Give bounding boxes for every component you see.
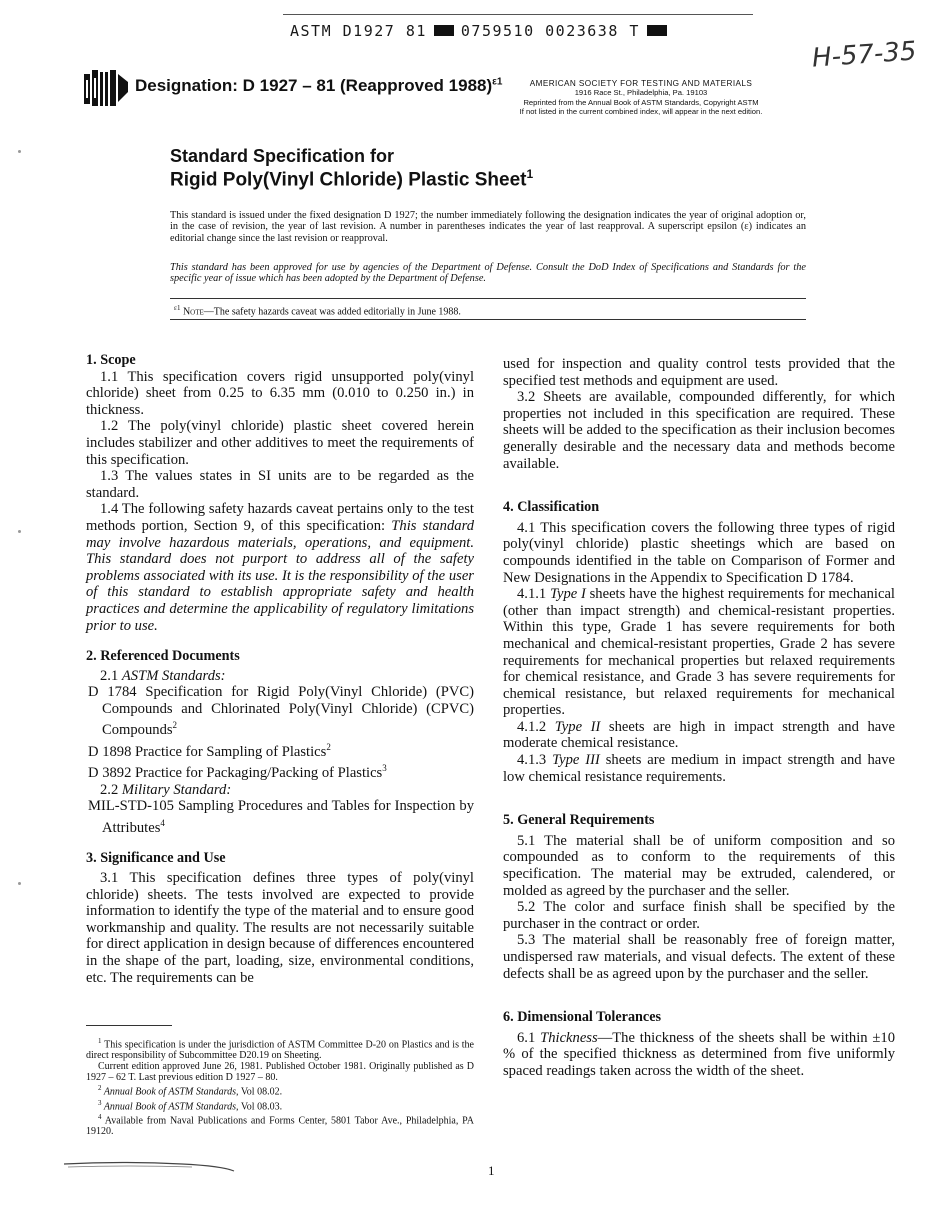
reference-text: D 1784 Specification for Rigid Poly(Vinyl Chloride) (PVC) Compounds and Chlorinated Poly(Vinyl Chloride) (CPVC) Compounds — [88, 684, 474, 739]
clause-number: 4.1.2 — [517, 718, 555, 735]
scan-stroke-mark — [62, 1160, 236, 1172]
society-block — [470, 79, 812, 116]
footnote-book: Annual Book of ASTM Standards, — [101, 1100, 239, 1112]
dimensional-heading: 6. Dimensional Tolerances — [503, 1009, 662, 1026]
paragraph-4-1-1 — [503, 586, 895, 719]
clause-number: 6.1 — [517, 1029, 541, 1046]
reference-mil-std-105 — [86, 798, 474, 836]
paragraph-5-3: 5.3 The material shall be reasonably free of foreign matter, undispersed raw materials, and visual defects. The extent of these defects shall be as agreed upon by the purchaser and the seller. — [503, 932, 895, 982]
footnote-mark: 2 — [98, 1084, 102, 1093]
paragraph-4-1: 4.1 This specification covers the following three types of rigid poly(vinyl chloride) plastic sheetings which are based on compounds identified in the table on Comparison of Former and New Designations in the Appendix to Specification D 1784. — [503, 519, 895, 586]
paragraph-1-3: 1.3 The values states in SI units are to be regarded as the standard. — [86, 468, 474, 501]
title-line-1: Standard Specification for — [170, 146, 395, 166]
footnote-1b: Current edition approved June 26, 1981. Published October 1981. Originally published as D 1927 – 62 T. Last previous edition D 1927 – 80. — [86, 1061, 474, 1084]
footnote-volume: Vol 08.03. — [238, 1100, 283, 1112]
astm-standards-subhead — [86, 668, 474, 685]
editorial-note — [174, 304, 461, 317]
footnote-volume: Vol 08.02. — [238, 1086, 283, 1098]
paragraph-5-1: 5.1 The material shall be of uniform composition and so compounded as to conform to the requirements of this specification. The material may be extruded, calendered, or molded as agreed by the purchaser and the seller. — [503, 832, 895, 899]
paragraph-3-2: 3.2 Sheets are available, compounded differently, for which properties not included in this specification are required. These sheets will be added to the specification as their inclusion becomes generally desirable and the necessary data and methods become available. — [503, 389, 895, 472]
clause-number: 4.1.1 — [517, 586, 550, 603]
footnote-3 — [86, 1098, 474, 1112]
reference-text: MIL-STD-105 Sampling Procedures and Tables for Inspection by Attributes — [88, 798, 474, 836]
reference-d3892 — [86, 760, 474, 781]
footnote-rule — [86, 1025, 172, 1026]
note-rule-bottom — [170, 319, 806, 320]
footnote-2 — [86, 1083, 474, 1097]
paragraph-1-4 — [86, 501, 474, 634]
footnote-4 — [86, 1112, 474, 1137]
left-column — [86, 352, 474, 986]
type-label: Type III — [552, 752, 600, 769]
footnotes — [86, 1036, 474, 1137]
subhead-title: Military Standard: — [121, 781, 232, 798]
doc-code-1: ASTM D1927 81 — [290, 22, 427, 40]
general-requirements-heading: 5. General Requirements — [503, 812, 655, 829]
dod-statement: This standard has been approved for use by agencies of the Department of Defense. Consult the DoD Index of Specifications and Standards for the specific year of issue which has been adopted by the Department of Defense. — [170, 262, 806, 285]
reference-text: D 3892 Practice for Packaging/Packing of Plastics — [88, 765, 383, 782]
footnote-text: This specification is under the jurisdiction of ASTM Committee D-20 on Plastics and is the direct responsibility of Subcommittee D20.19 on Sheeting. — [86, 1039, 474, 1062]
footnote-book: Annual Book of ASTM Standards, — [101, 1086, 239, 1098]
scope-heading: 1. Scope — [86, 352, 136, 368]
society-address: 1916 Race St., Philadelphia, Pa. 19103 — [574, 88, 708, 98]
paragraph-1-1: 1.1 This specification covers rigid unsupported poly(vinyl chloride) sheet from 0.25 to 6.35 mm (0.010 to 0.250 in.) in thickness. — [86, 368, 474, 418]
clause-title: Thickness — [540, 1029, 598, 1046]
note-label: Note — [182, 306, 204, 318]
astm-logo-icon — [82, 68, 130, 108]
footnote-text: Available from Naval Publications and Forms Center, 5801 Tabor Ave., Philadelphia, PA 19120. — [86, 1115, 474, 1138]
paragraph-4-1-3 — [503, 752, 895, 785]
significance-heading: 3. Significance and Use — [86, 850, 226, 867]
clause-text: sheets have the highest requirements for mechanical (other than impact strength) and chemical-resistant properties. Within this type, Grade 1 has severe requirements for both mechanical and chemical-resistant properties, Grade 2 has severe requirements for mechanical properties but relaxed requirements for chemical resistance, and Grade 3 has severe requirements for chemical resistance, but relaxed requirements for mechanical properties. — [503, 586, 895, 719]
designation — [135, 76, 502, 96]
designation-superscript: ε1 — [492, 76, 503, 88]
footnote-mark: 3 — [98, 1098, 102, 1107]
reference-footnote-mark: 2 — [326, 741, 331, 752]
reprint-line: Reprinted from the Annual Book of ASTM Standards, Copyright ASTM — [523, 97, 759, 107]
document-code — [290, 22, 674, 40]
military-standard-subhead — [86, 782, 474, 799]
scan-dot — [18, 530, 21, 533]
paragraph-1-2: 1.2 The poly(vinyl chloride) plastic sheet covered herein includes stabilizer and other additives to meet the requirements of this specification. — [86, 418, 474, 468]
footnote-1 — [86, 1036, 474, 1061]
paragraph-5-2: 5.2 The color and surface finish shall be specified by the purchaser in the contract or order. — [503, 899, 895, 932]
subhead-number: 2.2 — [100, 781, 122, 798]
issued-statement: This standard is issued under the fixed designation D 1927; the number immediately following the designation indicates the year of original adoption or, in the case of revision, the year of last revision. A number in parentheses indicates the year of last reapproval. A superscript epsilon (ε) indicates an editorial change since the last revision or reapproval. — [170, 210, 806, 244]
paragraph-6-1 — [503, 1030, 895, 1080]
reference-footnote-mark: 4 — [160, 818, 165, 829]
designation-text: Designation: D 1927 – 81 (Reapproved 1988) — [135, 76, 493, 95]
paragraph-4-1-2 — [503, 719, 895, 752]
safety-caveat: This standard may involve hazardous materials, operations, and equipment. This standard does not purport to address all of the safety problems associated with its use. It is the responsibility of the user of this standard to establish appropriate safety and health practices and determine the applicability of regulatory limitations prior to use. — [86, 517, 475, 634]
clause-text: sheets are high in impact strength and have moderate chemical resistance. — [503, 718, 896, 752]
redaction-block — [434, 25, 454, 36]
note-mark: ε1 — [174, 304, 181, 312]
paragraph-3-1: 3.1 This specification defines three types of poly(vinyl chloride) sheets. The tests involved are expected to provide information to identify the type of the material and to ensure good workmanship and quality. The results are not necessarily suitable for direct application in design because of differences encountered in the shape of the part, loading, size, environmental conditions, etc. The requirements can be — [86, 870, 474, 986]
reference-footnote-mark: 2 — [172, 720, 178, 731]
scan-dot — [18, 882, 21, 885]
footnote-mark: 4 — [98, 1112, 102, 1121]
footnote-mark: 1 — [98, 1037, 102, 1045]
top-rule — [283, 14, 753, 15]
page-number: 1 — [488, 1163, 495, 1178]
type-label: Type II — [554, 718, 601, 735]
handwritten-note: H-57-35 — [811, 36, 918, 74]
subhead-title: ASTM Standards: — [121, 667, 226, 684]
clause-number: 4.1.3 — [517, 752, 553, 769]
subhead-number: 2.1 — [100, 667, 122, 684]
reference-d1784 — [86, 684, 474, 739]
type-label: Type I — [549, 586, 586, 603]
clause-text: sheets are medium in impact strength and have low chemical resistance requirements. — [503, 752, 896, 785]
note-text: —The safety hazards caveat was added editorially in June 1988. — [203, 306, 461, 318]
doc-code-2: 0759510 0023638 T — [460, 22, 640, 40]
reference-d1898 — [86, 739, 474, 760]
society-name: AMERICAN SOCIETY FOR TESTING AND MATERIALS — [529, 79, 753, 88]
index-line: If not listed in the current combined index, will appear in the next edition. — [519, 106, 763, 116]
reference-text: D 1898 Practice for Sampling of Plastics — [88, 743, 327, 760]
paragraph-3-1-continued: used for inspection and quality control tests provided that the specified test methods and equipment are used. — [503, 356, 895, 389]
paragraph-1-4-lead: 1.4 The following safety hazards caveat pertains only to the test methods portion, Section 9, of this specification: — [86, 501, 474, 534]
scan-dot — [18, 150, 21, 153]
referenced-heading: 2. Referenced Documents — [86, 648, 240, 665]
title-footnote-mark: 1 — [526, 167, 534, 181]
title-line-2 — [170, 167, 533, 191]
right-column — [503, 356, 895, 1080]
note-rule-top — [170, 298, 806, 299]
classification-heading: 4. Classification — [503, 499, 600, 516]
redaction-block — [647, 25, 667, 36]
reference-footnote-mark: 3 — [382, 763, 387, 774]
title-text: Rigid Poly(Vinyl Chloride) Plastic Sheet — [170, 169, 527, 191]
clause-text: —The thickness of the sheets shall be within ±10 % of the specified thickness as determined from five uniformly spaced readings taken across the width of the sheet. — [503, 1029, 896, 1079]
